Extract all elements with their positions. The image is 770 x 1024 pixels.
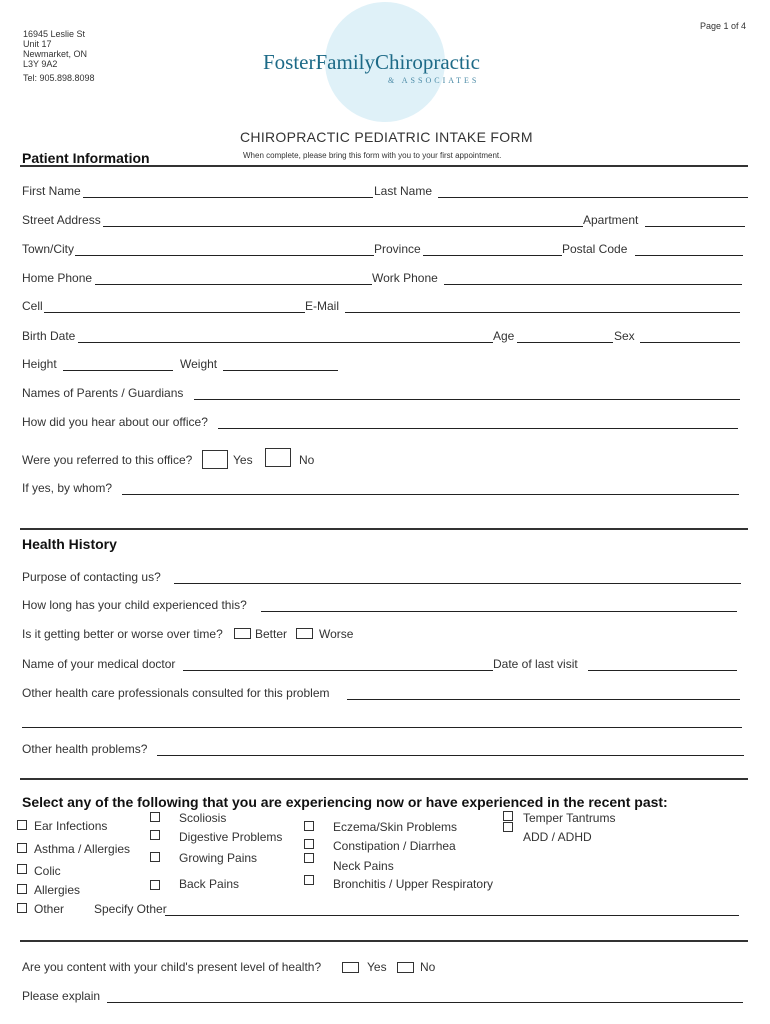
by-whom-label: If yes, by whom? [22,481,113,495]
work-phone-field[interactable] [444,284,742,285]
province-field[interactable] [423,255,562,256]
conditions-heading: Select any of the following that you are experiencing now or have experienced in the recent past: [22,794,668,810]
province-label: Province [374,242,421,256]
other-professionals-label: Other health care professionals consulted for this problem [22,686,330,700]
how-long-label: How long has your child experienced this? [22,598,247,612]
ear-infections-checkbox[interactable] [17,820,27,830]
work-phone-label: Work Phone [372,271,438,285]
address-line: L3Y 9A2 [23,59,58,69]
apartment-field[interactable] [645,226,745,227]
sex-field[interactable] [640,342,740,343]
postal-code-field[interactable] [635,255,743,256]
content-question-label: Are you content with your child's present level of health? [22,960,322,974]
divider [20,165,748,167]
cell-field[interactable] [44,312,305,313]
last-name-label: Last Name [374,184,433,198]
referred-no-checkbox[interactable] [265,448,291,467]
hear-label: How did you hear about our office? [22,415,208,429]
condition-label: Neck Pains [333,859,394,873]
condition-label: Other [34,902,65,916]
birth-date-label: Birth Date [22,329,76,343]
age-field[interactable] [517,342,613,343]
first-name-label: First Name [22,184,81,198]
page-number: Page 1 of 4 [700,21,747,31]
street-field[interactable] [103,226,583,227]
last-name-field[interactable] [438,197,748,198]
growing-pains-checkbox[interactable] [150,852,160,862]
condition-label: Bronchitis / Upper Respiratory [333,877,494,891]
section-heading-health: Health History [22,536,117,552]
divider [20,778,748,780]
home-phone-label: Home Phone [22,271,93,285]
allergies-checkbox[interactable] [17,884,27,894]
first-name-field[interactable] [83,197,373,198]
hear-field[interactable] [218,428,738,429]
condition-label: Eczema/Skin Problems [333,820,458,834]
last-visit-label: Date of last visit [493,657,578,671]
condition-label: Scoliosis [179,811,227,825]
section-heading-patient: Patient Information [22,150,150,166]
cell-label: Cell [22,299,43,313]
scoliosis-checkbox[interactable] [150,812,160,822]
height-label: Height [22,357,57,371]
form-title: CHIROPRACTIC PEDIATRIC INTAKE FORM [240,129,533,145]
other-checkbox[interactable] [17,903,27,913]
condition-label: Ear Infections [34,819,108,833]
worse-label: Worse [319,627,354,641]
content-yes-label: Yes [367,960,387,974]
postal-code-label: Postal Code [562,242,628,256]
height-field[interactable] [63,370,173,371]
address-line: Newmarket, ON [23,49,88,59]
specify-other-label: Specify Other [94,902,167,916]
referred-no-label: No [299,453,315,467]
condition-label: ADD / ADHD [523,830,592,844]
other-professionals-field-line2[interactable] [22,727,742,728]
email-label: E-Mail [305,299,340,313]
condition-label: Back Pains [179,877,240,891]
add-adhd-checkbox[interactable] [503,822,513,832]
explain-label: Please explain [22,989,101,1003]
divider [20,940,748,942]
eczema-checkbox[interactable] [304,821,314,831]
back-pains-checkbox[interactable] [150,880,160,890]
clinic-phone: Tel: 905.898.8098 [23,73,95,83]
other-professionals-field[interactable] [347,699,740,700]
other-problems-label: Other health problems? [22,742,148,756]
other-problems-field[interactable] [157,755,744,756]
condition-label: Colic [34,864,61,878]
how-long-field[interactable] [261,611,737,612]
explain-field[interactable] [107,1002,743,1003]
neck-pains-checkbox[interactable] [304,853,314,863]
clinic-logo-sub: & ASSOCIATES [388,76,480,85]
town-field[interactable] [75,255,374,256]
better-checkbox[interactable] [234,628,251,639]
town-label: Town/City [22,242,75,256]
temper-tantrums-checkbox[interactable] [503,811,513,821]
divider [20,528,748,530]
email-field[interactable] [345,312,740,313]
worse-checkbox[interactable] [296,628,313,639]
better-label: Better [255,627,288,641]
referred-label: Were you referred to this office? [22,453,193,467]
form-subtitle: When complete, please bring this form with you to your first appointment. [243,151,502,160]
condition-label: Growing Pains [179,851,258,865]
address-line: Unit 17 [23,39,52,49]
specify-other-field[interactable] [165,915,739,916]
condition-label: Allergies [34,883,81,897]
content-no-checkbox[interactable] [397,962,414,973]
doctor-field[interactable] [183,670,493,671]
asthma-allergies-checkbox[interactable] [17,843,27,853]
clinic-logo: FosterFamilyChiropractic [263,50,480,74]
weight-label: Weight [180,357,218,371]
condition-label: Asthma / Allergies [34,842,131,856]
parents-label: Names of Parents / Guardians [22,386,184,400]
condition-label: Constipation / Diarrhea [333,839,456,853]
constipation-checkbox[interactable] [304,839,314,849]
condition-label: Digestive Problems [179,830,283,844]
content-no-label: No [420,960,436,974]
content-yes-checkbox[interactable] [342,962,359,973]
home-phone-field[interactable] [95,284,372,285]
condition-label: Temper Tantrums [523,811,616,825]
sex-label: Sex [614,329,635,343]
street-label: Street Address [22,213,101,227]
address-line: 16945 Leslie St [23,29,86,39]
weight-field[interactable] [223,370,338,371]
clinic-address [23,29,95,83]
apartment-label: Apartment [583,213,639,227]
digestive-problems-checkbox[interactable] [150,830,160,840]
bronchitis-checkbox[interactable] [304,875,314,885]
colic-checkbox[interactable] [17,864,27,874]
purpose-field[interactable] [174,583,741,584]
age-label: Age [493,329,515,343]
referred-yes-checkbox[interactable] [202,450,228,469]
referred-yes-label: Yes [233,453,253,467]
birth-date-field[interactable] [78,342,493,343]
better-worse-label: Is it getting better or worse over time? [22,627,223,641]
last-visit-field[interactable] [588,670,737,671]
by-whom-field[interactable] [122,494,739,495]
purpose-label: Purpose of contacting us? [22,570,161,584]
doctor-label: Name of your medical doctor [22,657,176,671]
parents-field[interactable] [194,399,740,400]
